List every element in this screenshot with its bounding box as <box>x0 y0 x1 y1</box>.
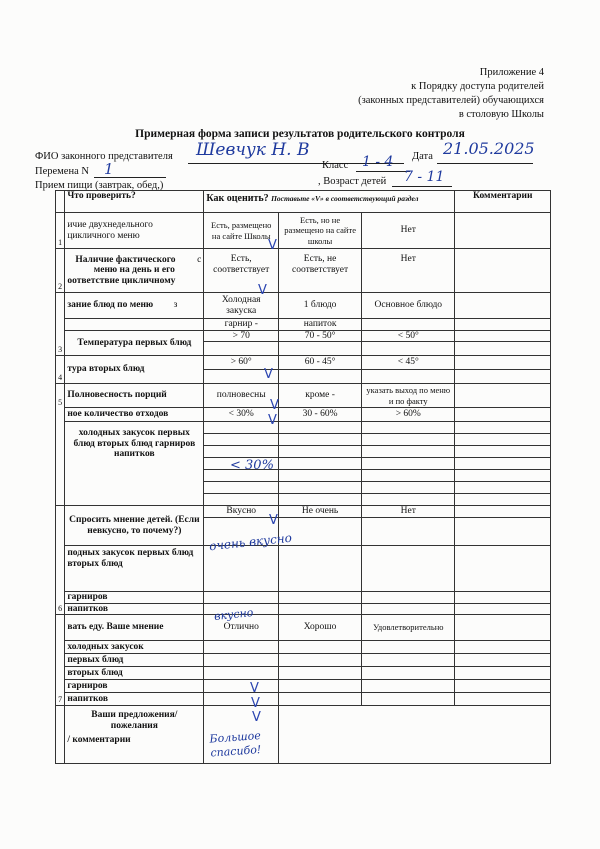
row-question: холодных закусок первых блюд вторых блюд гарниров напитков <box>65 422 204 506</box>
row-question: зание блюд по меню <box>67 300 154 311</box>
option-cell: Хорошо <box>279 615 362 641</box>
option-cell: > 60% <box>362 408 455 422</box>
row-question-cell <box>65 706 204 764</box>
option-cell: 1 блюдо <box>279 293 362 319</box>
table-row <box>56 356 551 370</box>
option-cell: Есть, не соответствует <box>279 249 362 293</box>
appendix-line: Приложение 4 <box>479 67 544 78</box>
head-comments: Комментарии <box>455 191 551 213</box>
option-cell: Основное блюдо <box>362 293 455 319</box>
table-row <box>56 592 551 604</box>
row-question: тура вторых блюд <box>65 356 204 384</box>
option-cell: Нет <box>362 506 455 518</box>
row-question: напитков <box>65 693 204 706</box>
date-label: Дата <box>412 151 433 162</box>
row-question: Полновесность порций <box>65 384 204 408</box>
option-cell: 30 - 60% <box>279 408 362 422</box>
head-how: Как оценить? <box>206 193 269 204</box>
row-number: 2 <box>56 249 65 293</box>
option-cell: гарнир - <box>204 319 279 331</box>
row-question: гарниров <box>65 680 204 693</box>
table-row <box>56 408 551 422</box>
handwritten-note: Большое спасибо! <box>209 729 262 760</box>
table-row <box>56 506 551 518</box>
option-cell: < 45° <box>362 356 455 370</box>
check-mark: V <box>250 681 259 696</box>
table-row <box>56 680 551 693</box>
appendix-line: (законных представителей) обучающихся <box>358 95 544 106</box>
handwritten-note: вкусно <box>213 605 254 624</box>
table-row <box>56 249 551 293</box>
option-cell: полновесны <box>204 384 279 408</box>
table-row <box>56 546 551 592</box>
option-cell: > 60° <box>204 356 279 370</box>
option-cell: < 50° <box>362 330 455 342</box>
table-row <box>56 706 551 764</box>
option-cell: Нет <box>362 249 455 293</box>
option-cell: Отлично <box>204 615 279 641</box>
table-row <box>56 654 551 667</box>
option-cell: указать выход по меню и по факту <box>362 384 455 408</box>
meal-label: Прием пищи (завтрак, обед,) <box>35 180 164 191</box>
age-label: , Возраст детей <box>318 176 387 187</box>
option-cell: Есть, размещено на сайте Школы <box>204 213 279 249</box>
check-mark: V <box>252 710 261 725</box>
row-question: подных закусок первых блюд вторых блюд <box>65 546 204 592</box>
row-question: ичие двухнедельного цикличного меню <box>65 213 204 249</box>
break-label: Перемена N <box>35 166 89 177</box>
row-number: 5 <box>56 384 65 506</box>
date-value: 21.05.2025 <box>443 139 535 158</box>
appendix-line: в столовую Школы <box>458 109 544 120</box>
row-question: меню на день и его <box>93 265 175 276</box>
handwritten-note: очень вкусно <box>208 530 293 554</box>
table-head-row <box>56 191 551 213</box>
appendix-line: к Порядку доступа родителей <box>411 81 544 92</box>
table-row <box>56 603 551 615</box>
option-cell: Не очень <box>279 506 362 518</box>
option-cell: < 30% <box>204 408 279 422</box>
head-how-cell <box>204 191 455 213</box>
class-value: 1 - 4 <box>362 154 394 170</box>
check-mark: V <box>251 696 260 711</box>
fio-value: Шевчук Н. В <box>196 140 310 160</box>
check-mark: V <box>270 398 279 413</box>
row-question: оответствие цикличному <box>67 275 176 286</box>
table-row <box>56 693 551 706</box>
check-mark: V <box>258 283 267 298</box>
table-row <box>56 667 551 680</box>
age-value: 7 - 11 <box>404 169 445 185</box>
row-number: 4 <box>56 356 65 384</box>
option-cell: Холодная закуска <box>204 293 279 319</box>
option-cell: Вкусно <box>204 506 279 518</box>
option-cell: Есть, соответствует <box>204 249 279 293</box>
check-mark: V <box>264 367 273 382</box>
table-row <box>56 384 551 408</box>
break-value: 1 <box>104 160 114 178</box>
row-question: первых блюд <box>65 654 204 667</box>
head-what: Что проверить? <box>65 191 204 213</box>
option-cell: Есть, но не размещено на сайте школы <box>279 213 362 249</box>
appendix-block <box>358 66 544 122</box>
row-question: Ваши предложения/ пожелания <box>91 710 178 731</box>
option-cell: > 70 <box>204 330 279 342</box>
check-mark: V <box>268 413 277 428</box>
form-title: Примерная форма записи результатов родительского контроля <box>135 128 465 140</box>
table-row <box>56 319 551 331</box>
option-cell: 70 - 50° <box>279 330 362 342</box>
row-question-cell <box>65 293 204 319</box>
table-row <box>56 213 551 249</box>
row-question: вторых блюд <box>65 667 204 680</box>
row-question: холодных закусок <box>65 641 204 654</box>
row-number: 1 <box>56 213 65 249</box>
head-how-note: Поставьте «V» в соответствующий раздел <box>271 194 419 203</box>
row-question: напитков <box>65 603 204 615</box>
row-number: 7 <box>56 615 65 706</box>
check-mark: V <box>269 513 278 528</box>
handwritten-note: < 30% <box>230 458 274 473</box>
date-underline <box>437 163 533 164</box>
table-row <box>56 641 551 654</box>
row-question-cell <box>65 249 204 293</box>
row-question: гарниров <box>65 592 204 604</box>
row-question-tail: с <box>197 254 202 265</box>
row-question: / комментарии <box>67 735 131 745</box>
table-row <box>56 293 551 319</box>
check-mark: V <box>268 238 277 253</box>
class-label: Класс <box>322 160 349 171</box>
option-cell: напиток <box>279 319 362 331</box>
row-question: ное количество отходов <box>65 408 204 422</box>
row-question: Наличие фактического <box>75 254 176 265</box>
class-underline <box>356 171 410 172</box>
age-underline <box>392 186 452 187</box>
table-row <box>56 330 551 342</box>
row-question: вать еду. Ваше мнение <box>65 615 204 641</box>
control-table <box>55 190 551 764</box>
option-cell: 60 - 45° <box>279 356 362 370</box>
row-question: Температура первых блюд <box>65 330 204 356</box>
fio-label: ФИО законного представителя <box>35 151 173 162</box>
row-number: 3 <box>56 293 65 356</box>
table-row <box>56 422 551 434</box>
row-question-tail: з <box>173 300 178 311</box>
row-number: 6 <box>56 506 65 615</box>
option-cell: кроме - <box>279 384 362 408</box>
option-cell: Нет <box>362 213 455 249</box>
option-cell: Удовлетворительно <box>362 615 455 641</box>
row-question: Спросить мнение детей. (Если невкусно, то почему?) <box>65 506 204 546</box>
table-row <box>56 615 551 641</box>
